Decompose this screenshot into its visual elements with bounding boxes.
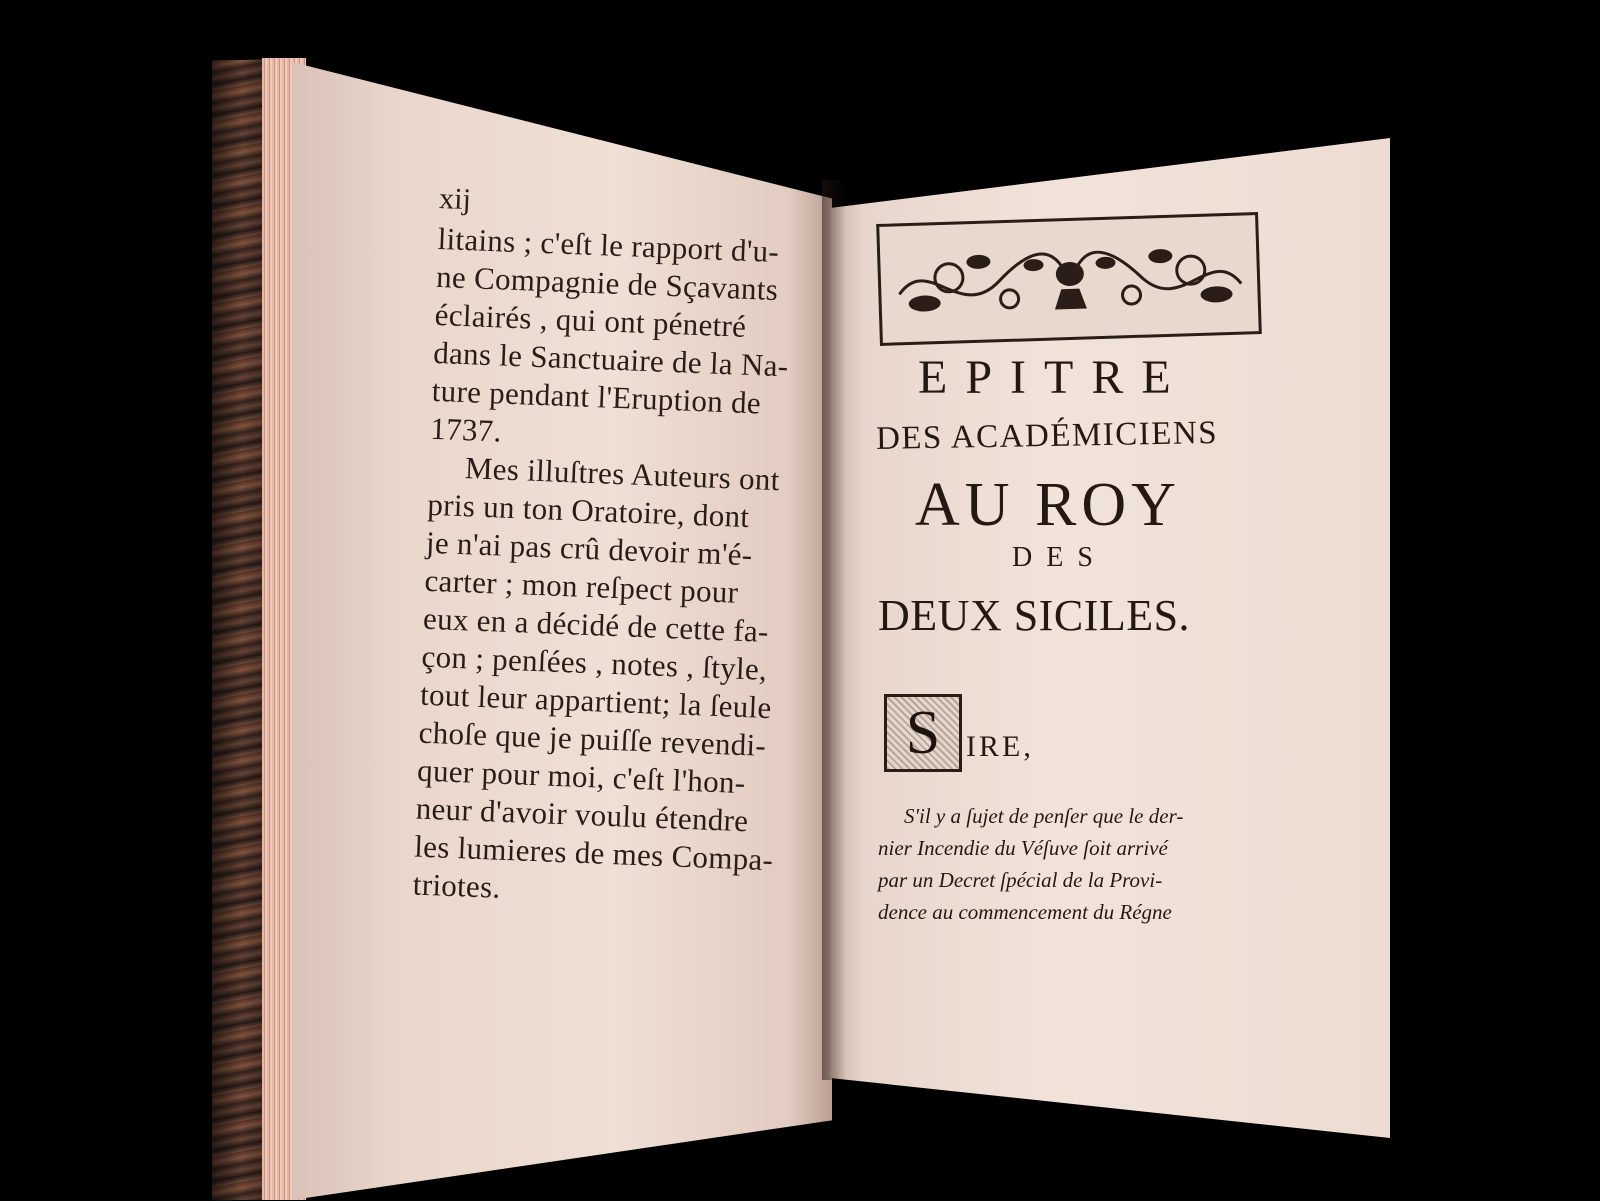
gutter-shadow (822, 180, 846, 1080)
text-line: dence au commencement du Régne (878, 900, 1172, 924)
page-folio: xij (438, 181, 472, 217)
italic-paragraph (878, 800, 1248, 928)
text-line: tout leur appartient; la ſeule (419, 676, 773, 726)
text-line: quer pour moi, c'eſt l'hon- (416, 752, 747, 801)
text-line: carter ; mon reſpect pour (423, 562, 739, 610)
floral-headpiece-icon (876, 212, 1262, 346)
text-line: çon ; penſées , notes , ſtyle, (421, 638, 768, 687)
text-line: eux en a décidé de cette fa- (422, 600, 770, 649)
text-line: triotes. (412, 866, 502, 905)
text-line: nier Incendie du Véſuve ſoit arrivé (878, 836, 1168, 860)
title-deux-siciles: DEUX SICILES. (878, 591, 1191, 640)
text-line: S'il y a ſujet de penſer que le der- (904, 804, 1184, 828)
text-line: litains ; c'eſt le rapport d'u- (437, 220, 780, 270)
text-line: par un Decret ſpécial de la Provi- (878, 868, 1163, 892)
title-des: DES (1012, 542, 1107, 573)
text-line: je n'ai pas crû devoir m'é- (425, 524, 754, 573)
text-line: dans le Sanctuaire de la Na- (432, 334, 790, 384)
text-line: ture pendant l'Eruption de (431, 372, 762, 421)
title-epitre: EPITRE (918, 351, 1189, 404)
text-line: 1737. (429, 410, 503, 449)
text-line: éclairés , qui ont pénetré (434, 296, 747, 344)
left-page-text (412, 180, 820, 918)
title-au-roy: AU ROY (915, 471, 1181, 539)
text-line: neur d'avoir voulu étendre (415, 790, 750, 839)
text-line: choſe que je puiſſe revendi- (418, 714, 767, 763)
text-line: Mes illuſtres Auteurs ont (464, 450, 781, 498)
title-academiciens: DES ACADÉMICIENS (875, 415, 1219, 457)
drop-cap: S (884, 694, 962, 772)
salutation: IRE, (966, 730, 1034, 763)
text-line: ne Compagnie de Sçavants (435, 258, 779, 308)
text-line: les lumieres de mes Compa- (413, 828, 774, 878)
text-line: pris un ton Oratoire, dont (426, 486, 751, 535)
